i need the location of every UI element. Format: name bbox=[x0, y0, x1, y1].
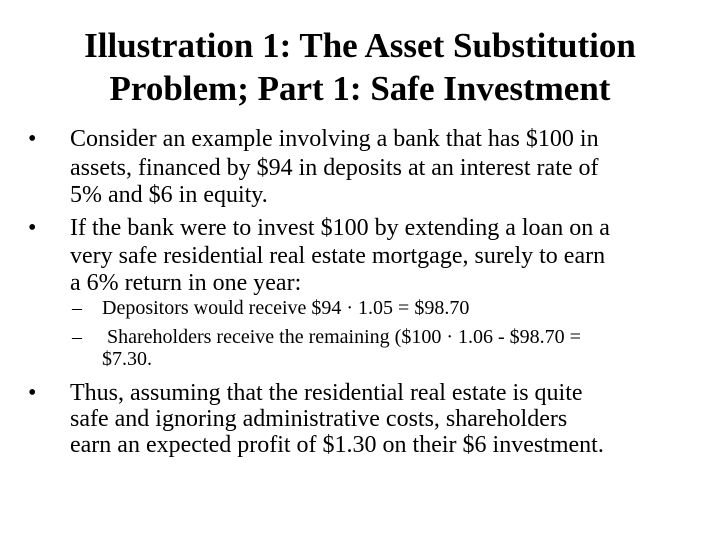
bullet-text-line: Consider an example involving a bank that has $100 in bbox=[70, 126, 599, 152]
bullet-text-line: safe and ignoring administrative costs, shareholders bbox=[70, 406, 568, 432]
bullet-text-line: earn an expected profit of $1.30 on their $6 investment. bbox=[70, 432, 604, 458]
bullet-marker: • bbox=[28, 126, 37, 152]
bullet-text-line: Thus, assuming that the residential real estate is quite bbox=[70, 380, 583, 406]
bullet-text-line: a 6% return in one year: bbox=[70, 270, 302, 296]
title-line: Problem; Part 1: Safe Investment bbox=[109, 69, 611, 108]
bullet-text-line: 5% and $6 in equity. bbox=[70, 182, 268, 208]
bullet-marker: • bbox=[28, 215, 37, 241]
bullet-marker: • bbox=[28, 380, 37, 406]
sub-bullet-text-line: Shareholders receive the remaining ($100 · 1.06 - $98.70 = bbox=[102, 326, 581, 348]
sub-bullet-marker: – bbox=[72, 297, 82, 319]
bullet-text-line: assets, financed by $94 in deposits at an interest rate of bbox=[70, 155, 599, 181]
bullet-text-line: If the bank were to invest $100 by extending a loan on a bbox=[70, 215, 610, 241]
title-line: Illustration 1: The Asset Substitution bbox=[84, 26, 636, 65]
slide-title bbox=[20, 24, 700, 110]
sub-bullet-text-line: Depositors would receive $94 · 1.05 = $98.70 bbox=[102, 297, 470, 319]
sub-bullet-text-line: $7.30. bbox=[102, 348, 152, 370]
sub-bullet-marker: – bbox=[72, 326, 82, 348]
bullet-text-line: very safe residential real estate mortgage, surely to earn bbox=[70, 243, 606, 269]
